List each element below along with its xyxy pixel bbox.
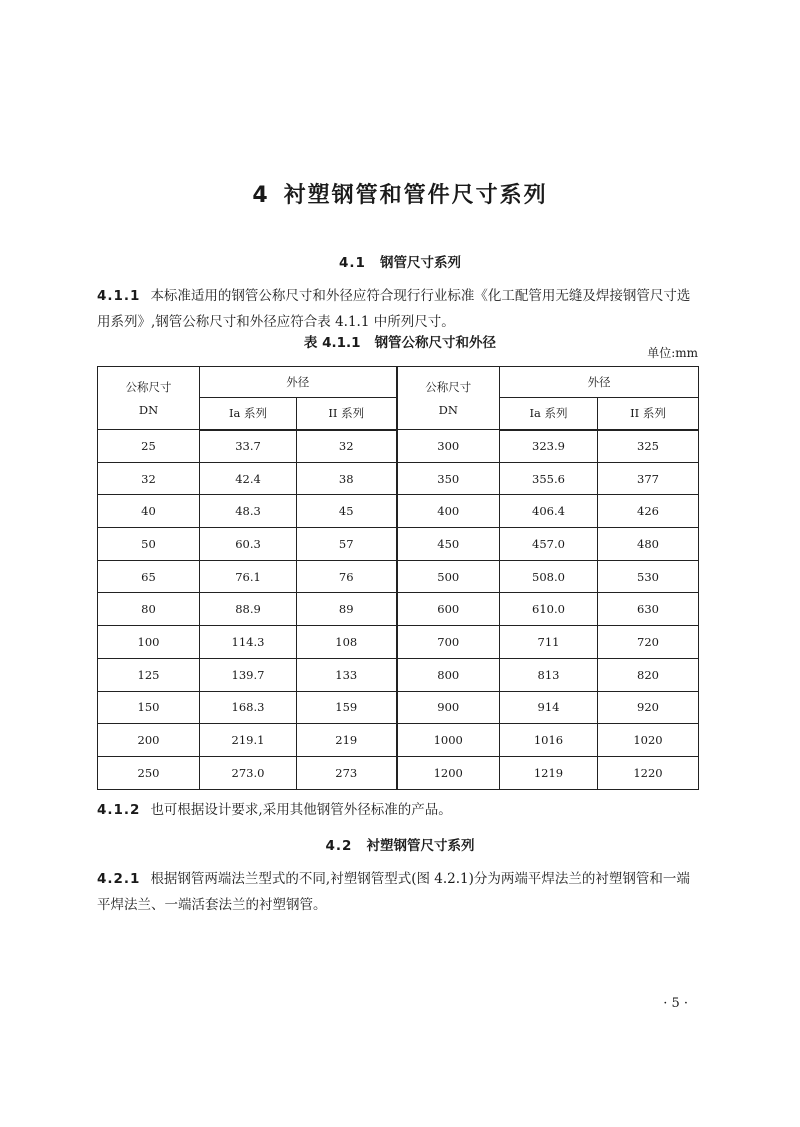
table-cell: 920 [598, 691, 699, 724]
table-cell: 1200 [397, 756, 500, 789]
section-heading-4-2 [0, 834, 800, 854]
clause-4-1-1 [97, 283, 703, 335]
table-cell: 1020 [598, 724, 699, 757]
table-cell: 377 [598, 462, 699, 495]
table-cell: 820 [598, 658, 699, 691]
table-cell: 1219 [500, 756, 598, 789]
header-series-ii: II 系列 [297, 398, 397, 430]
table-header-row [98, 367, 699, 398]
section-number: 4.2 [325, 838, 353, 854]
table-cell: 168.3 [200, 691, 297, 724]
table-cell: 45 [297, 495, 397, 528]
clause-number: 4.1.2 [97, 802, 141, 818]
pipe-dimensions-table [97, 366, 699, 790]
table-cell: 800 [397, 658, 500, 691]
table-cell: 219.1 [200, 724, 297, 757]
chapter-title-text: 衬塑钢管和管件尺寸系列 [283, 183, 548, 208]
table-row [98, 528, 699, 561]
table-cell: 813 [500, 658, 598, 691]
table-cell: 65 [98, 560, 200, 593]
table-cell: 159 [297, 691, 397, 724]
table-cell: 300 [397, 430, 500, 463]
table-cell: 720 [598, 626, 699, 659]
table-row [98, 560, 699, 593]
table-cell: 57 [297, 528, 397, 561]
table-cell: 139.7 [200, 658, 297, 691]
table-row [98, 626, 699, 659]
table-cell: 32 [98, 462, 200, 495]
table-cell: 273.0 [200, 756, 297, 789]
table-cell: 323.9 [500, 430, 598, 463]
header-series-ia: Ia 系列 [500, 398, 598, 430]
table-cell: 25 [98, 430, 200, 463]
table-cell: 273 [297, 756, 397, 789]
table-body [98, 430, 699, 790]
table-row [98, 593, 699, 626]
header-dn [397, 367, 500, 430]
table-cell: 914 [500, 691, 598, 724]
table-cell: 80 [98, 593, 200, 626]
clause-number: 4.1.1 [97, 288, 141, 304]
table-cell: 219 [297, 724, 397, 757]
clause-number: 4.2.1 [97, 871, 141, 887]
table-cell: 38 [297, 462, 397, 495]
chapter-number: 4 [252, 183, 270, 208]
table-cell: 600 [397, 593, 500, 626]
header-dn-symbol: DN [438, 403, 458, 417]
clause-text: 也可根据设计要求,采用其他钢管外径标准的产品。 [150, 802, 452, 818]
table-cell: 457.0 [500, 528, 598, 561]
table-cell: 700 [397, 626, 500, 659]
table-cell: 480 [598, 528, 699, 561]
clause-4-2-1 [97, 866, 703, 918]
table-cell: 426 [598, 495, 699, 528]
section-title-text: 钢管尺寸系列 [379, 255, 461, 271]
table-cell: 33.7 [200, 430, 297, 463]
table-cell: 60.3 [200, 528, 297, 561]
clause-text: 本标准适用的钢管公称尺寸和外径应符合现行行业标准《化工配管用无缝及焊接钢管尺寸选用系列》,钢管公称尺寸和外径应符合表 4.1.1 中所列尺寸。 [97, 288, 691, 330]
section-heading-4-1 [0, 251, 800, 271]
table-cell: 400 [397, 495, 500, 528]
table-cell: 42.4 [200, 462, 297, 495]
table-cell: 108 [297, 626, 397, 659]
table-cell: 508.0 [500, 560, 598, 593]
table-cell: 88.9 [200, 593, 297, 626]
table-cell: 89 [297, 593, 397, 626]
header-dn-label: 公称尺寸 [125, 380, 172, 394]
table-cell: 500 [397, 560, 500, 593]
table-cell: 100 [98, 626, 200, 659]
table-cell: 350 [397, 462, 500, 495]
header-dn-label: 公称尺寸 [425, 380, 472, 394]
table-row [98, 691, 699, 724]
table-cell: 125 [98, 658, 200, 691]
page-number: · 5 · [663, 996, 688, 1011]
table-cell: 250 [98, 756, 200, 789]
table-cell: 76 [297, 560, 397, 593]
header-dn [98, 367, 200, 430]
section-number: 4.1 [339, 255, 366, 271]
table-cell: 325 [598, 430, 699, 463]
section-title-text: 衬塑钢管尺寸系列 [366, 838, 475, 854]
table-row [98, 658, 699, 691]
table-cell: 76.1 [200, 560, 297, 593]
table-caption-number: 表 4.1.1 [303, 335, 361, 351]
header-dn-symbol: DN [138, 403, 159, 417]
table-cell: 200 [98, 724, 200, 757]
table-cell: 900 [397, 691, 500, 724]
header-series-ii: II 系列 [598, 398, 699, 430]
table-caption-title: 钢管公称尺寸和外径 [374, 335, 497, 351]
table-row [98, 495, 699, 528]
table-cell: 32 [297, 430, 397, 463]
table-row [98, 430, 699, 463]
table-unit-label: 单位:mm [647, 346, 698, 360]
table-cell: 1220 [598, 756, 699, 789]
table-cell: 133 [297, 658, 397, 691]
table-cell: 150 [98, 691, 200, 724]
table-row [98, 756, 699, 789]
table-row [98, 724, 699, 757]
table-cell: 406.4 [500, 495, 598, 528]
table-cell: 50 [98, 528, 200, 561]
chapter-title [0, 178, 800, 209]
header-outer-diameter: 外径 [500, 367, 699, 398]
clause-4-1-2 [97, 797, 703, 823]
table-cell: 630 [598, 593, 699, 626]
table-cell: 1016 [500, 724, 598, 757]
table-cell: 530 [598, 560, 699, 593]
table-cell: 610.0 [500, 593, 598, 626]
table-cell: 450 [397, 528, 500, 561]
table-cell: 48.3 [200, 495, 297, 528]
table-cell: 114.3 [200, 626, 297, 659]
table-cell: 711 [500, 626, 598, 659]
clause-text: 根据钢管两端法兰型式的不同,衬塑钢管型式(图 4.2.1)分为两端平焊法兰的衬塑钢管和一端平焊法兰、一端活套法兰的衬塑钢管。 [97, 871, 690, 913]
table-row [98, 462, 699, 495]
table-cell: 355.6 [500, 462, 598, 495]
table-cell: 40 [98, 495, 200, 528]
table-cell: 1000 [397, 724, 500, 757]
header-series-ia: Ia 系列 [200, 398, 297, 430]
header-outer-diameter: 外径 [200, 367, 397, 398]
